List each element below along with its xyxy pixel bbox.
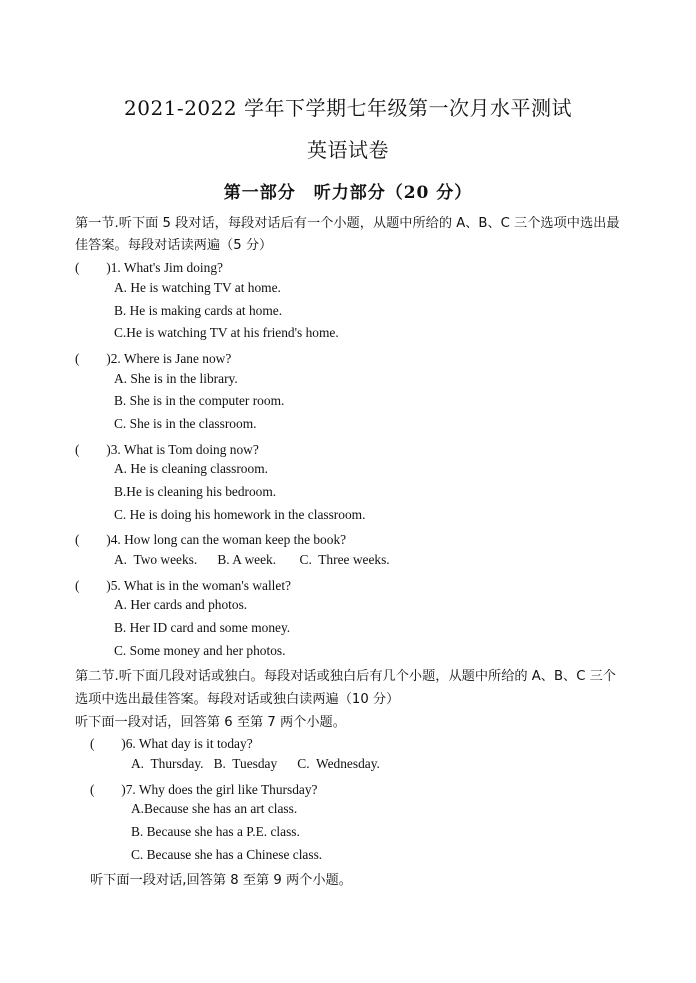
part-title: 第一部分 听力部分（20 分） (223, 183, 473, 203)
question-7-option-c: C. Because she has a Chinese class. (131, 847, 323, 862)
question-2-option-a: A. She is in the library. (114, 371, 238, 386)
question-2-option-b: B. She is in the computer room. (114, 393, 285, 408)
question-3-stem: ( )3. What is Tom doing now? (75, 442, 259, 457)
section1-intro-line2: 佳答案。每段对话读两遍（5 分） (75, 238, 273, 253)
instruction-q6-q7: 听下面一段对话，回答第 6 至第 7 两个小题。 (75, 715, 346, 730)
question-1-option-a: A. He is watching TV at home. (114, 280, 281, 295)
question-4-stem: ( )4. How long can the woman keep the book? (75, 532, 347, 547)
question-3-option-a: A. He is cleaning classroom. (114, 461, 268, 476)
question-2-option-c: C. She is in the classroom. (114, 416, 257, 431)
question-4-options: A. Two weeks. B. A week. C. Three weeks. (114, 552, 390, 567)
question-5-option-a: A. Her cards and photos. (114, 597, 248, 612)
question-7-option-a: A.Because she has an art class. (131, 801, 298, 816)
exam-subtitle: 英语试卷 (307, 138, 389, 162)
question-6-options: A. Thursday. B. Tuesday C. Wednesday. (131, 756, 380, 771)
question-1-stem: ( )1. What's Jim doing? (75, 260, 223, 275)
section2-intro-line2: 选项中选出最佳答案。每段对话或独白读两遍（10 分） (75, 692, 400, 707)
question-5-option-c: C. Some money and her photos. (114, 643, 286, 658)
question-7-option-b: B. Because she has a P.E. class. (131, 824, 300, 839)
exam-title: 2021-2022 学年下学期七年级第一次月水平测试 (124, 96, 572, 120)
question-2-stem: ( )2. Where is Jane now? (75, 351, 232, 366)
section1-intro-line1: 第一节.听下面 5 段对话，每段对话后有一个小题，从题中所给的 A、B、C 三个选项中选出最 (75, 216, 620, 231)
question-1-option-b: B. He is making cards at home. (114, 303, 283, 318)
question-3-option-c: C. He is doing his homework in the classroom. (114, 507, 366, 522)
question-6-stem: ( )6. What day is it today? (90, 736, 253, 751)
question-5-option-b: B. Her ID card and some money. (114, 620, 291, 635)
question-3-option-b: B.He is cleaning his bedroom. (114, 484, 277, 499)
question-7-stem: ( )7. Why does the girl like Thursday? (90, 782, 318, 797)
question-5-stem: ( )5. What is in the woman's wallet? (75, 578, 291, 593)
question-1-option-c: C.He is watching TV at his friend's home. (114, 325, 339, 340)
section2-intro-line1: 第二节.听下面几段对话或独白。每段对话或独白后有几个小题，从题中所给的 A、B、C 三个 (75, 669, 616, 684)
instruction-q8-q9: 听下面一段对话,回答第 8 至第 9 两个小题。 (90, 873, 352, 888)
